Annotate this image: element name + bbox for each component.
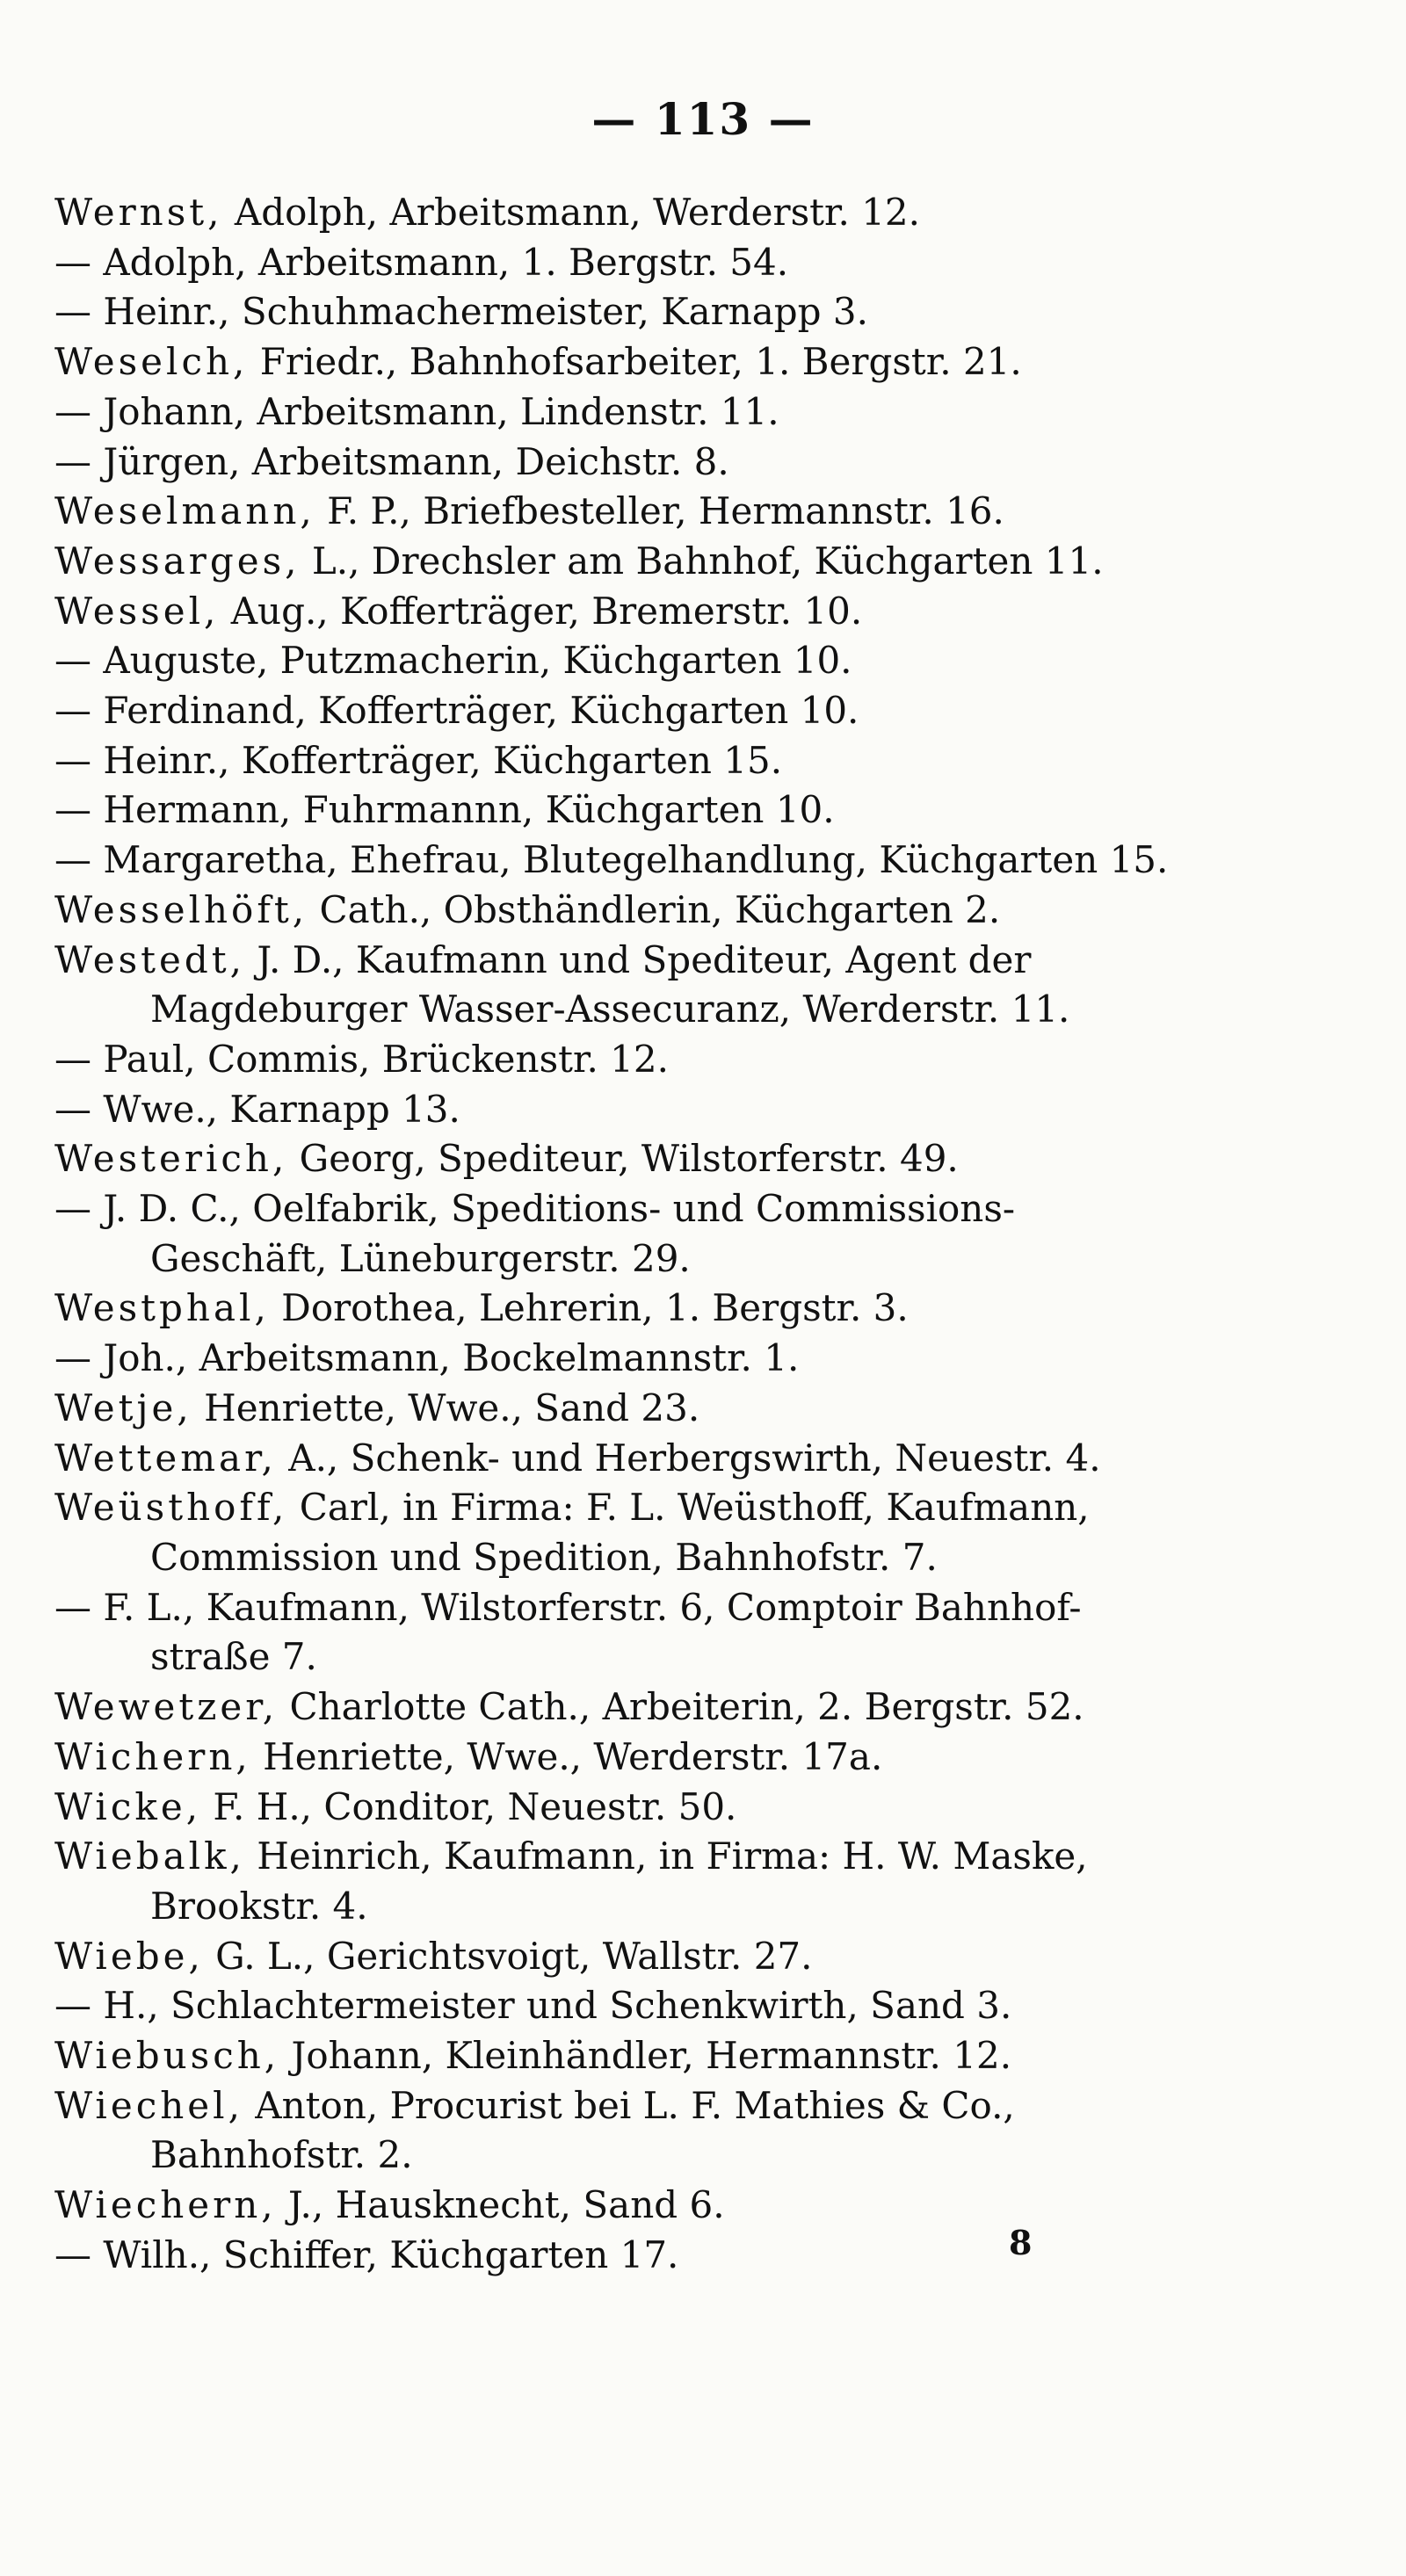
entry-details: Charlotte Cath., Arbeiterin, 2. Bergstr. 52. [278,1685,1084,1729]
directory-entry [54,1035,1355,1085]
directory-entry [54,1384,1355,1434]
entry-surname: Wiebalk, [54,1834,245,1878]
entry-details: — Joh., Arbeitsmann, Bockelmannstr. 1. [54,1336,800,1380]
entry-details: Henriette, Wwe., Werderstr. 17a. [250,1734,883,1778]
directory-entry [54,287,1355,337]
directory-entry [54,1234,1355,1284]
entry-details: Commission und Spedition, Bahnhofstr. 7. [150,1535,938,1579]
directory-entry [54,886,1355,936]
entry-details: L., Drechsler am Bahnhof, Küchgarten 11. [300,539,1104,582]
page-number: — 113 — [591,93,815,145]
entry-list [54,188,1355,2281]
entry-surname: Westphal, [54,1286,270,1330]
entry-details: F. P., Briefbesteller, Hermannstr. 16. [315,489,1004,533]
entry-details: Dorothea, Lehrerin, 1. Bergstr. 3. [269,1286,909,1330]
entry-details: Johann, Kleinhändler, Hermannstr. 12. [279,2034,1012,2078]
entry-details: G. L., Gerichtsvoigt, Wallstr. 27. [203,1934,813,1978]
entry-surname: Wettemar, [54,1436,277,1480]
directory-entry [54,2081,1355,2131]
directory-entry [54,238,1355,288]
directory-entry [54,1783,1355,1833]
entry-details: — Heinr., Schuhmachermeister, Karnapp 3. [54,290,868,334]
entry-details: Henriette, Wwe., Sand 23. [192,1386,700,1429]
entry-details: — Ferdinand, Kofferträger, Küchgarten 10. [54,689,859,733]
directory-entry [54,1483,1355,1533]
directory-entry [54,2231,1355,2281]
entry-details: Brookstr. 4. [150,1884,368,1928]
directory-entry [54,387,1355,438]
entry-details: Georg, Spediteur, Wilstorferstr. 49. [287,1137,959,1181]
entry-surname: Wessarges, [54,539,301,582]
entry-surname: Weselch, [54,340,249,384]
entry-surname: Wessel, [54,589,220,633]
directory-entry [54,985,1355,1035]
entry-details: — Hermann, Fuhrmannn, Küchgarten 10. [54,788,835,832]
directory-entry [54,1682,1355,1733]
entry-surname: Wiechel, [54,2083,243,2127]
directory-entry [54,1583,1355,1633]
entry-surname: Wernst, [54,191,223,234]
directory-entry [54,1832,1355,1882]
entry-details: Magdeburger Wasser-Assecuranz, Werderstr. 11. [150,988,1070,1031]
entry-surname: Wichern, [54,1734,251,1778]
directory-entry [54,1184,1355,1234]
entry-details: Cath., Obsthändlerin, Küchgarten 2. [308,887,1001,931]
entry-surname: Wesselhöft, [54,887,308,931]
entry-details: — Auguste, Putzmacherin, Küchgarten 10. [54,639,852,683]
entry-details: F. H., Conditor, Neuestr. 50. [201,1784,737,1828]
directory-entry [54,1882,1355,1932]
directory-entry [54,1085,1355,1135]
entry-details: J., Hausknecht, Sand 6. [276,2183,725,2227]
entry-details: J. D., Kaufmann und Spediteur, Agent der [245,937,1032,981]
directory-entry [54,636,1355,686]
entry-surname: Weüsthoff, [54,1486,288,1530]
directory-entry [54,1284,1355,1334]
entry-surname: Westedt, [54,937,246,981]
directory-entry [54,1981,1355,2031]
directory-entry [54,736,1355,786]
entry-surname: Wiebe, [54,1934,204,1978]
directory-entry [54,337,1355,387]
directory-entry [54,2181,1355,2231]
entry-details: — F. L., Kaufmann, Wilstorferstr. 6, Comptoir Bahnhof- [54,1585,1082,1629]
entry-surname: Wiebusch, [54,2034,280,2078]
directory-entry [54,686,1355,736]
entry-surname: Wetje, [54,1386,192,1429]
entry-details: — Johann, Arbeitsmann, Lindenstr. 11. [54,389,779,433]
directory-entry [54,1533,1355,1583]
directory-entry [54,438,1355,488]
directory-entry [54,587,1355,637]
directory-entry [54,1733,1355,1783]
directory-entry [54,785,1355,836]
directory-entry [54,1334,1355,1384]
entry-details: A., Schenk- und Herbergswirth, Neuestr. 4. [276,1436,1101,1480]
entry-surname: Wiechern, [54,2183,277,2227]
entry-surname: Wewetzer, [54,1685,279,1729]
directory-entry [54,1134,1355,1184]
entry-details: Bahnhofstr. 2. [150,2133,413,2177]
directory-entry [54,537,1355,587]
entry-details: Heinrich, Kaufmann, in Firma: H. W. Maske, [244,1834,1088,1878]
entry-surname: Westerich, [54,1137,288,1181]
entry-details: — Heinr., Kofferträger, Küchgarten 15. [54,738,783,782]
entry-details: Friedr., Bahnhofsarbeiter, 1. Bergstr. 21. [248,340,1022,384]
entry-details: Carl, in Firma: F. L. Weüsthoff, Kaufmann, [287,1486,1090,1530]
directory-entry [54,1434,1355,1484]
directory-entry [54,487,1355,537]
entry-surname: Wicke, [54,1784,202,1828]
entry-details: Anton, Procurist bei L. F. Mathies & Co., [243,2083,1015,2127]
directory-entry [54,836,1355,886]
entry-details: Aug., Kofferträger, Bremerstr. 10. [219,589,863,633]
directory-entry [54,1932,1355,1982]
directory-entry [54,2031,1355,2081]
entry-details: — Margaretha, Ehefrau, Blutegelhandlung, Küchgarten 15. [54,838,1169,882]
entry-surname: Weselmann, [54,489,315,533]
entry-details: — J. D. C., Oelfabrik, Speditions- und Commissions- [54,1187,1016,1231]
signature-mark: 8 [1009,2223,1033,2262]
entry-details: straße 7. [150,1635,317,1679]
entry-details: — H., Schlachtermeister und Schenkwirth, Sand 3. [54,1984,1012,2028]
entry-details: — Wilh., Schiffer, Küchgarten 17. [54,2232,679,2276]
entry-details: — Wwe., Karnapp 13. [54,1087,460,1131]
directory-entry [54,2131,1355,2181]
entry-details: Geschäft, Lüneburgerstr. 29. [150,1236,691,1280]
entry-details: — Paul, Commis, Brückenstr. 12. [54,1037,669,1081]
directory-entry [54,1632,1355,1682]
entry-details: Adolph, Arbeitsmann, Werderstr. 12. [222,191,921,234]
directory-entry [54,188,1355,238]
entry-details: — Jürgen, Arbeitsmann, Deichstr. 8. [54,439,729,483]
directory-entry [54,936,1355,986]
entry-details: — Adolph, Arbeitsmann, 1. Bergstr. 54. [54,240,789,284]
